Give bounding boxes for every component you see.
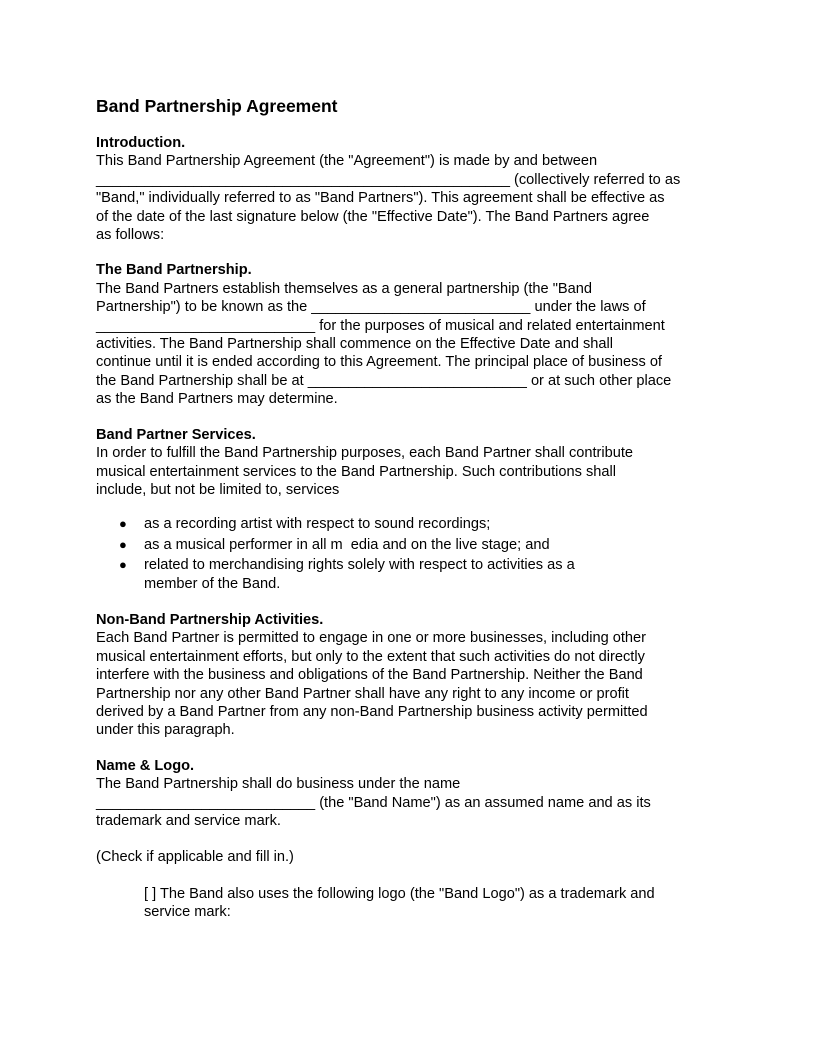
paragraph-line: musical entertainment efforts, but only to the extent that such activities do not directly bbox=[96, 648, 645, 665]
paragraph-line: the Band Partnership shall be at ___________________________ or at such other place bbox=[96, 372, 672, 389]
paragraph-line: interfere with the business and obligations of the Band Partnership. Neither the Band bbox=[96, 667, 643, 684]
section-non-band-activities bbox=[96, 611, 716, 740]
paragraph-line: under this paragraph. bbox=[96, 722, 235, 739]
logo-checkbox-clause[interactable] bbox=[96, 885, 716, 922]
document-title: Band Partnership Agreement bbox=[96, 96, 338, 116]
paragraph-line: ___________________________________________________ (collectively referred to as bbox=[96, 171, 681, 188]
paragraph-line: derived by a Band Partner from any non-Band Partnership business activity permitted bbox=[96, 703, 648, 720]
paragraph-line: of the date of the last signature below (the "Effective Date"). The Band Partners agree bbox=[96, 208, 650, 225]
bullet-item bbox=[96, 536, 716, 554]
check-note: (Check if applicable and fill in.) bbox=[96, 849, 294, 866]
paragraph-line: as follows: bbox=[96, 227, 165, 244]
paragraph-line: include, but not be limited to, services bbox=[96, 481, 340, 498]
paragraph-line: The Band Partnership shall do business under the name bbox=[96, 776, 461, 793]
bullet-text: related to merchandising rights solely with respect to activities as a bbox=[144, 557, 575, 574]
section-paragraph bbox=[96, 444, 716, 499]
bullet-icon: ● bbox=[119, 536, 127, 552]
services-bullet-list bbox=[96, 515, 716, 593]
section-services bbox=[96, 426, 716, 593]
bullet-item bbox=[96, 515, 716, 533]
section-heading: The Band Partnership. bbox=[96, 262, 252, 279]
paragraph-line: Partnership nor any other Band Partner shall have any right to any income or profit bbox=[96, 685, 629, 702]
paragraph-line: ___________________________ (the "Band Name") as an assumed name and as its bbox=[96, 794, 651, 811]
paragraph-line: "Band," individually referred to as "Band Partners"). This agreement shall be effective as bbox=[96, 190, 665, 207]
section-introduction bbox=[96, 134, 716, 244]
paragraph-line: The Band Partners establish themselves as a general partnership (the "Band bbox=[96, 280, 592, 297]
section-paragraph bbox=[96, 280, 716, 409]
paragraph-line: trademark and service mark. bbox=[96, 813, 281, 829]
section-heading: Name & Logo. bbox=[96, 757, 195, 774]
paragraph-line: Each Band Partner is permitted to engage in one or more businesses, including other bbox=[96, 630, 647, 647]
paragraph-line: as the Band Partners may determine. bbox=[96, 391, 338, 408]
section-paragraph bbox=[96, 629, 716, 739]
bullet-icon: ● bbox=[119, 516, 127, 532]
paragraph-line: musical entertainment services to the Band Partnership. Such contributions shall bbox=[96, 463, 616, 480]
paragraph-line: activities. The Band Partnership shall commence on the Effective Date and shall bbox=[96, 336, 614, 353]
paragraph-line: service mark: bbox=[144, 904, 231, 921]
bullet-item bbox=[96, 556, 716, 593]
paragraph-line: [ ] The Band also uses the following logo (the "Band Logo") as a trademark and bbox=[144, 885, 655, 902]
paragraph-line: This Band Partnership Agreement (the "Agreement") is made by and between bbox=[96, 153, 598, 170]
section-band-partnership bbox=[96, 261, 716, 408]
bullet-text: as a musical performer in all m edia and on the live stage; and bbox=[144, 536, 550, 553]
bullet-text: member of the Band. bbox=[144, 575, 281, 592]
paragraph-line: continue until it is ended according to this Agreement. The principal place of business of bbox=[96, 354, 662, 371]
section-heading: Band Partner Services. bbox=[96, 426, 256, 443]
document-body bbox=[96, 94, 716, 939]
section-name-logo bbox=[96, 757, 716, 922]
section-paragraph bbox=[96, 152, 716, 244]
section-paragraph bbox=[96, 775, 716, 830]
paragraph-line: ___________________________ for the purposes of musical and related entertainment bbox=[96, 317, 665, 334]
paragraph-line: In order to fulfill the Band Partnership purposes, each Band Partner shall contribute bbox=[96, 445, 634, 462]
bullet-text: as a recording artist with respect to sound recordings; bbox=[144, 516, 491, 533]
section-heading: Introduction. bbox=[96, 135, 186, 151]
bullet-icon: ● bbox=[119, 557, 127, 573]
section-heading: Non-Band Partnership Activities. bbox=[96, 611, 324, 628]
paragraph-line: Partnership") to be known as the ___________________________ under the laws of bbox=[96, 299, 646, 316]
